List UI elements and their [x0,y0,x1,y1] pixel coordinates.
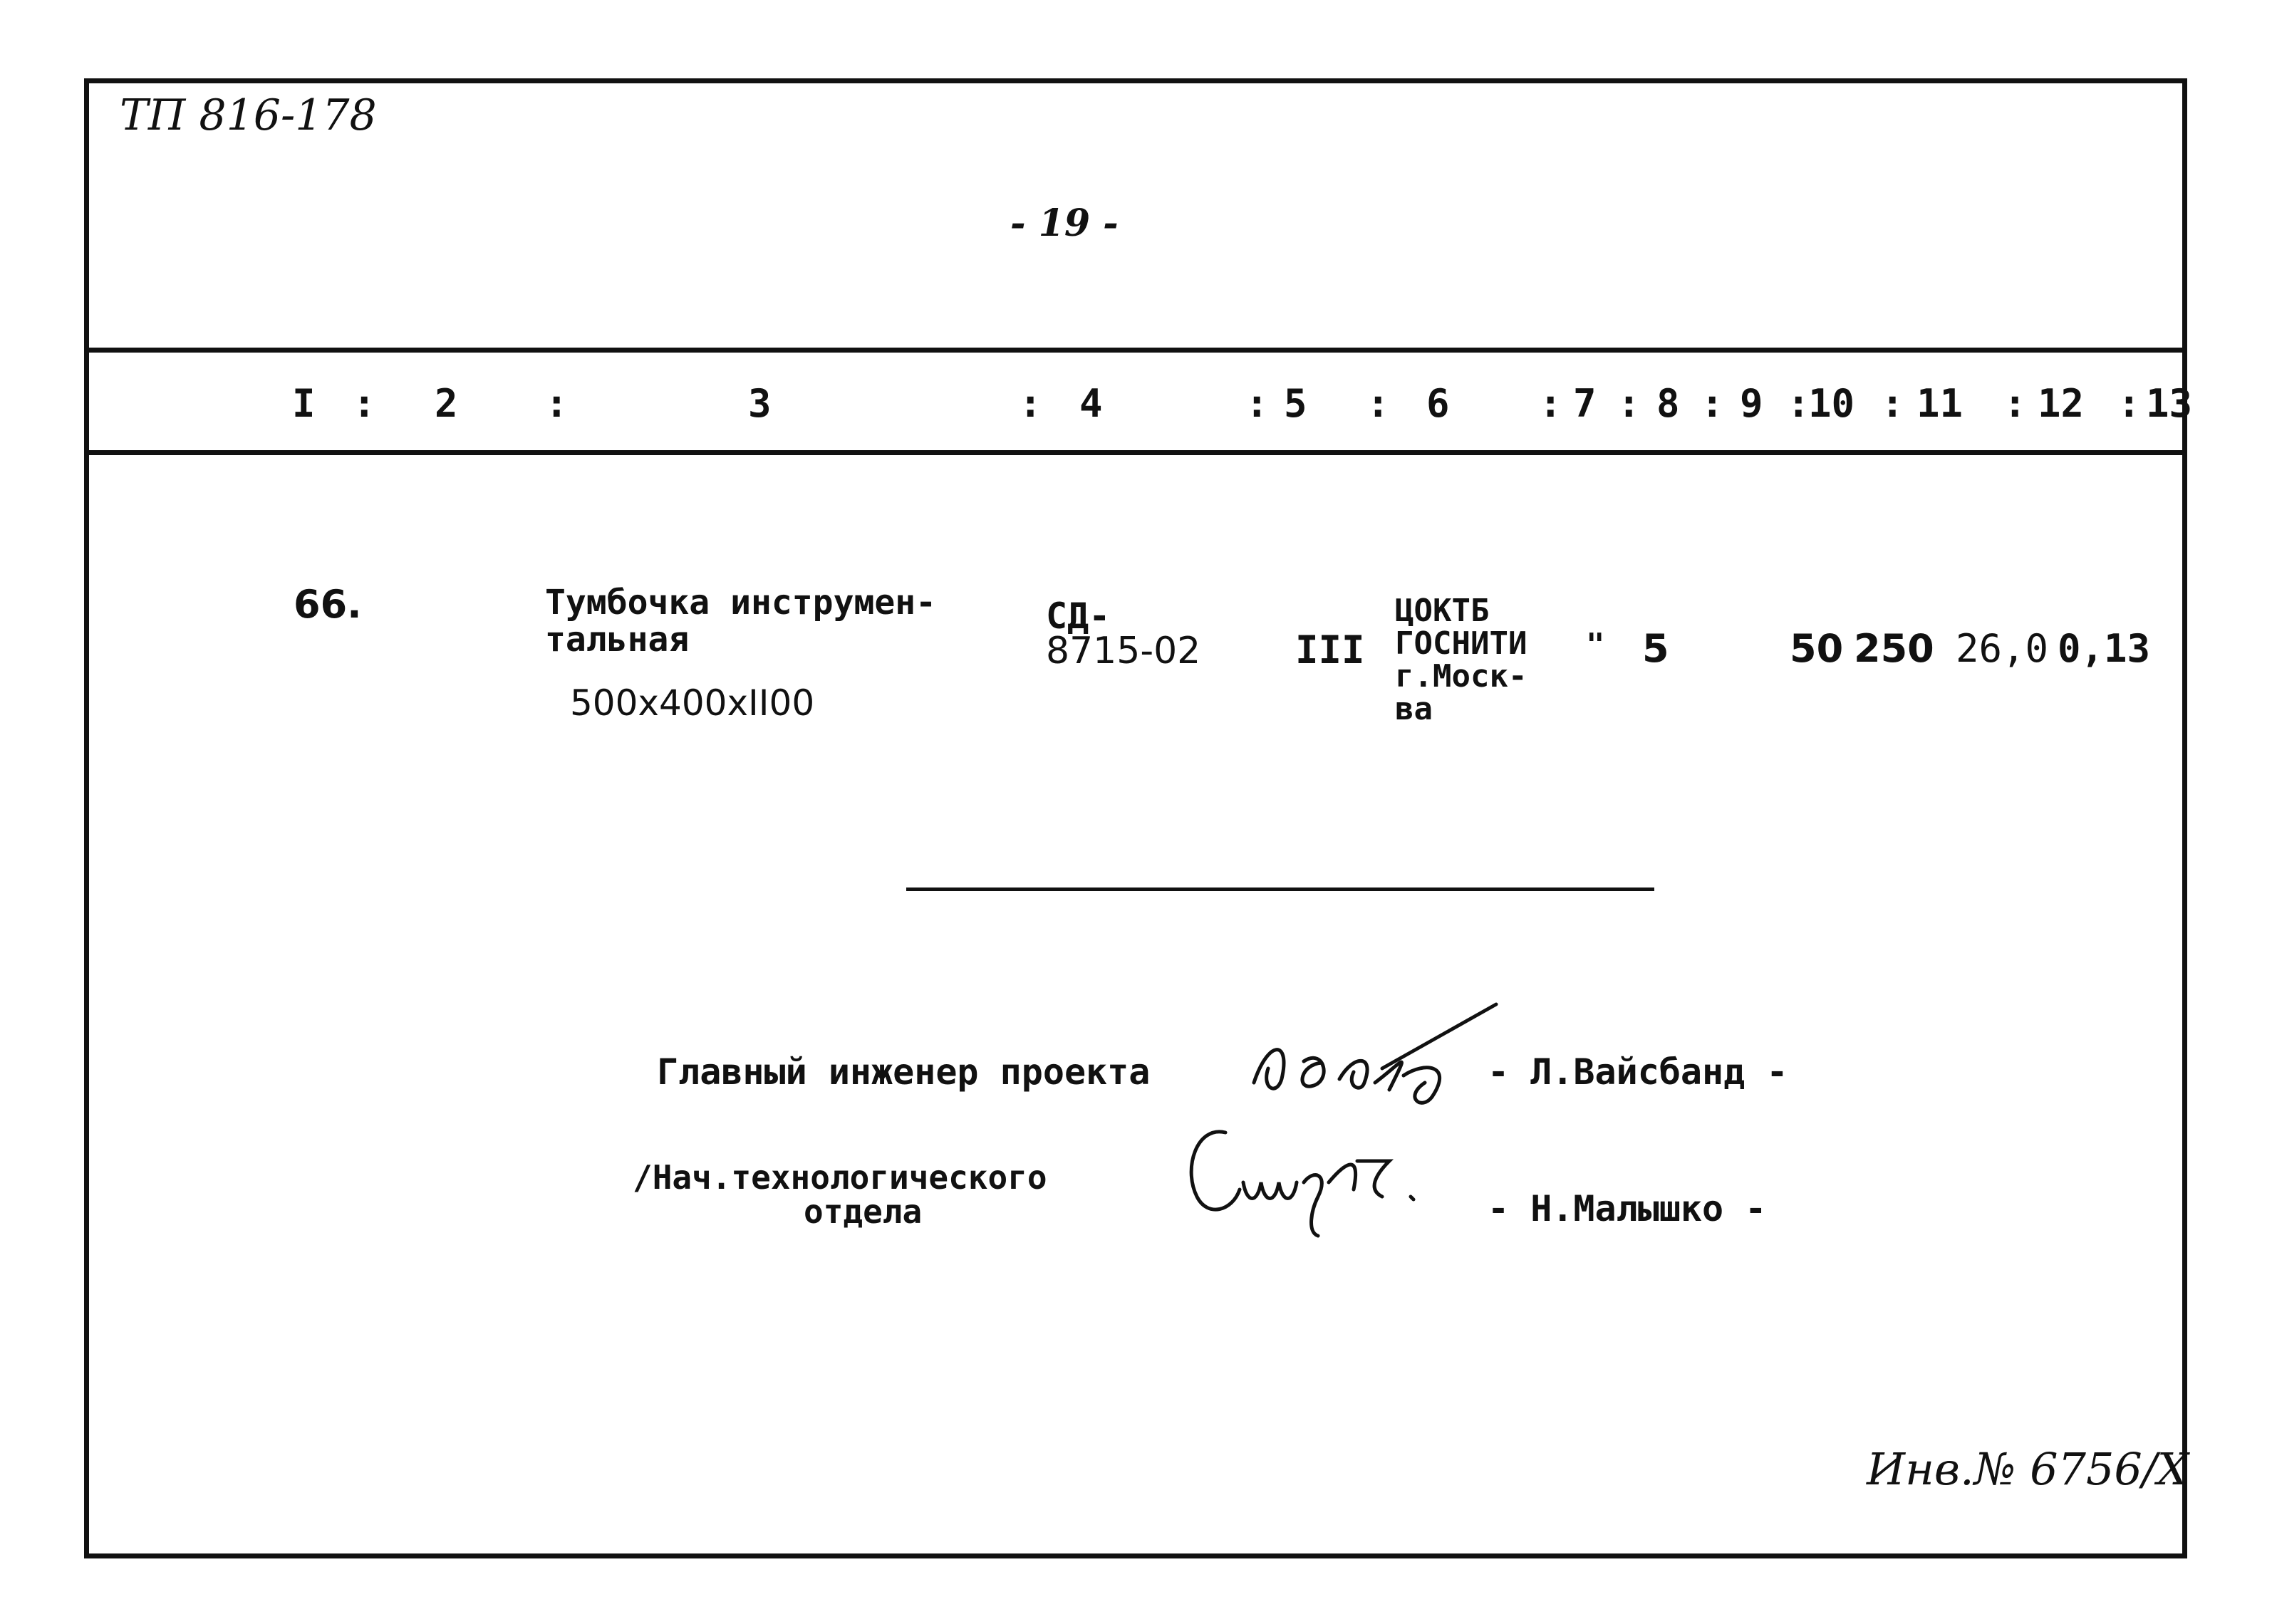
column-separator: : [1019,381,1042,426]
column-separator: : [1617,381,1641,426]
column-separator: : [1701,381,1724,426]
page-number: - 19 - [1010,202,1119,245]
document-frame [84,78,2187,1558]
column-separator: : [1366,381,1390,426]
item-dimensions: 500x400xII00 [570,682,815,724]
column-separator: : [2117,381,2141,426]
item-category: III [1295,628,1365,672]
column-number: 4 [1079,381,1103,426]
column-number: 6 [1426,381,1450,426]
item-quantity: 5 [1642,626,1669,671]
end-of-table-line [906,888,1654,891]
column-number: I [292,381,316,426]
column-number: 10 [1808,381,1855,426]
department-head-title-line1: /Нач.технологического [633,1158,1047,1197]
value-col-c: 26,0 [1956,626,2049,671]
item-org-line1: ЦОКТБ [1395,593,1490,629]
column-number: 8 [1656,381,1680,426]
column-separator: : [2003,381,2027,426]
column-number: 2 [435,381,458,426]
item-org-line4: ва [1395,691,1433,727]
column-number: 7 [1573,381,1597,426]
item-name-line1: Тумбочка инструмен- [545,583,937,623]
row-number: 66. [294,582,362,627]
inventory-number: Инв.№ 6756/Х [1867,1443,2189,1495]
column-separator: : [1881,381,1904,426]
column-number: 11 [1916,381,1964,426]
column-number: 3 [748,381,772,426]
column-header-divider [84,450,2187,455]
column-number: 13 [2146,381,2193,426]
header-divider [84,348,2187,353]
column-number: 12 [2038,381,2085,426]
item-org-line2: ГОСНИТИ [1395,625,1527,662]
department-head-title-line2: отдела [804,1192,923,1231]
column-separator: : [1245,381,1269,426]
document-code: ТП 816-178 [120,90,377,140]
item-name-line2: тальная [545,620,690,660]
item-code-line1: СД- [1046,595,1111,637]
value-col-a: 50 [1790,626,1844,671]
chief-engineer-title: Главный инженер проекта [657,1051,1151,1093]
column-number: 5 [1284,381,1307,426]
value-col-b: 250 [1854,626,1934,671]
department-head-name: - Н.Малышко - [1488,1188,1767,1229]
column-separator: : [545,381,569,426]
ditto-mark: " [1586,627,1605,663]
column-separator: : [1787,381,1810,426]
item-code-line2: 8715-02 [1046,630,1201,672]
column-separator: : [353,381,376,426]
column-number: 9 [1740,381,1763,426]
chief-engineer-signature [1240,997,1510,1125]
column-separator: : [1539,381,1562,426]
value-col-d: 0,13 [2058,626,2151,671]
chief-engineer-name: - Л.Вайсбанд - [1488,1051,1788,1093]
department-head-signature [1176,1111,1432,1239]
item-org-line3: г.Моск- [1395,658,1527,694]
